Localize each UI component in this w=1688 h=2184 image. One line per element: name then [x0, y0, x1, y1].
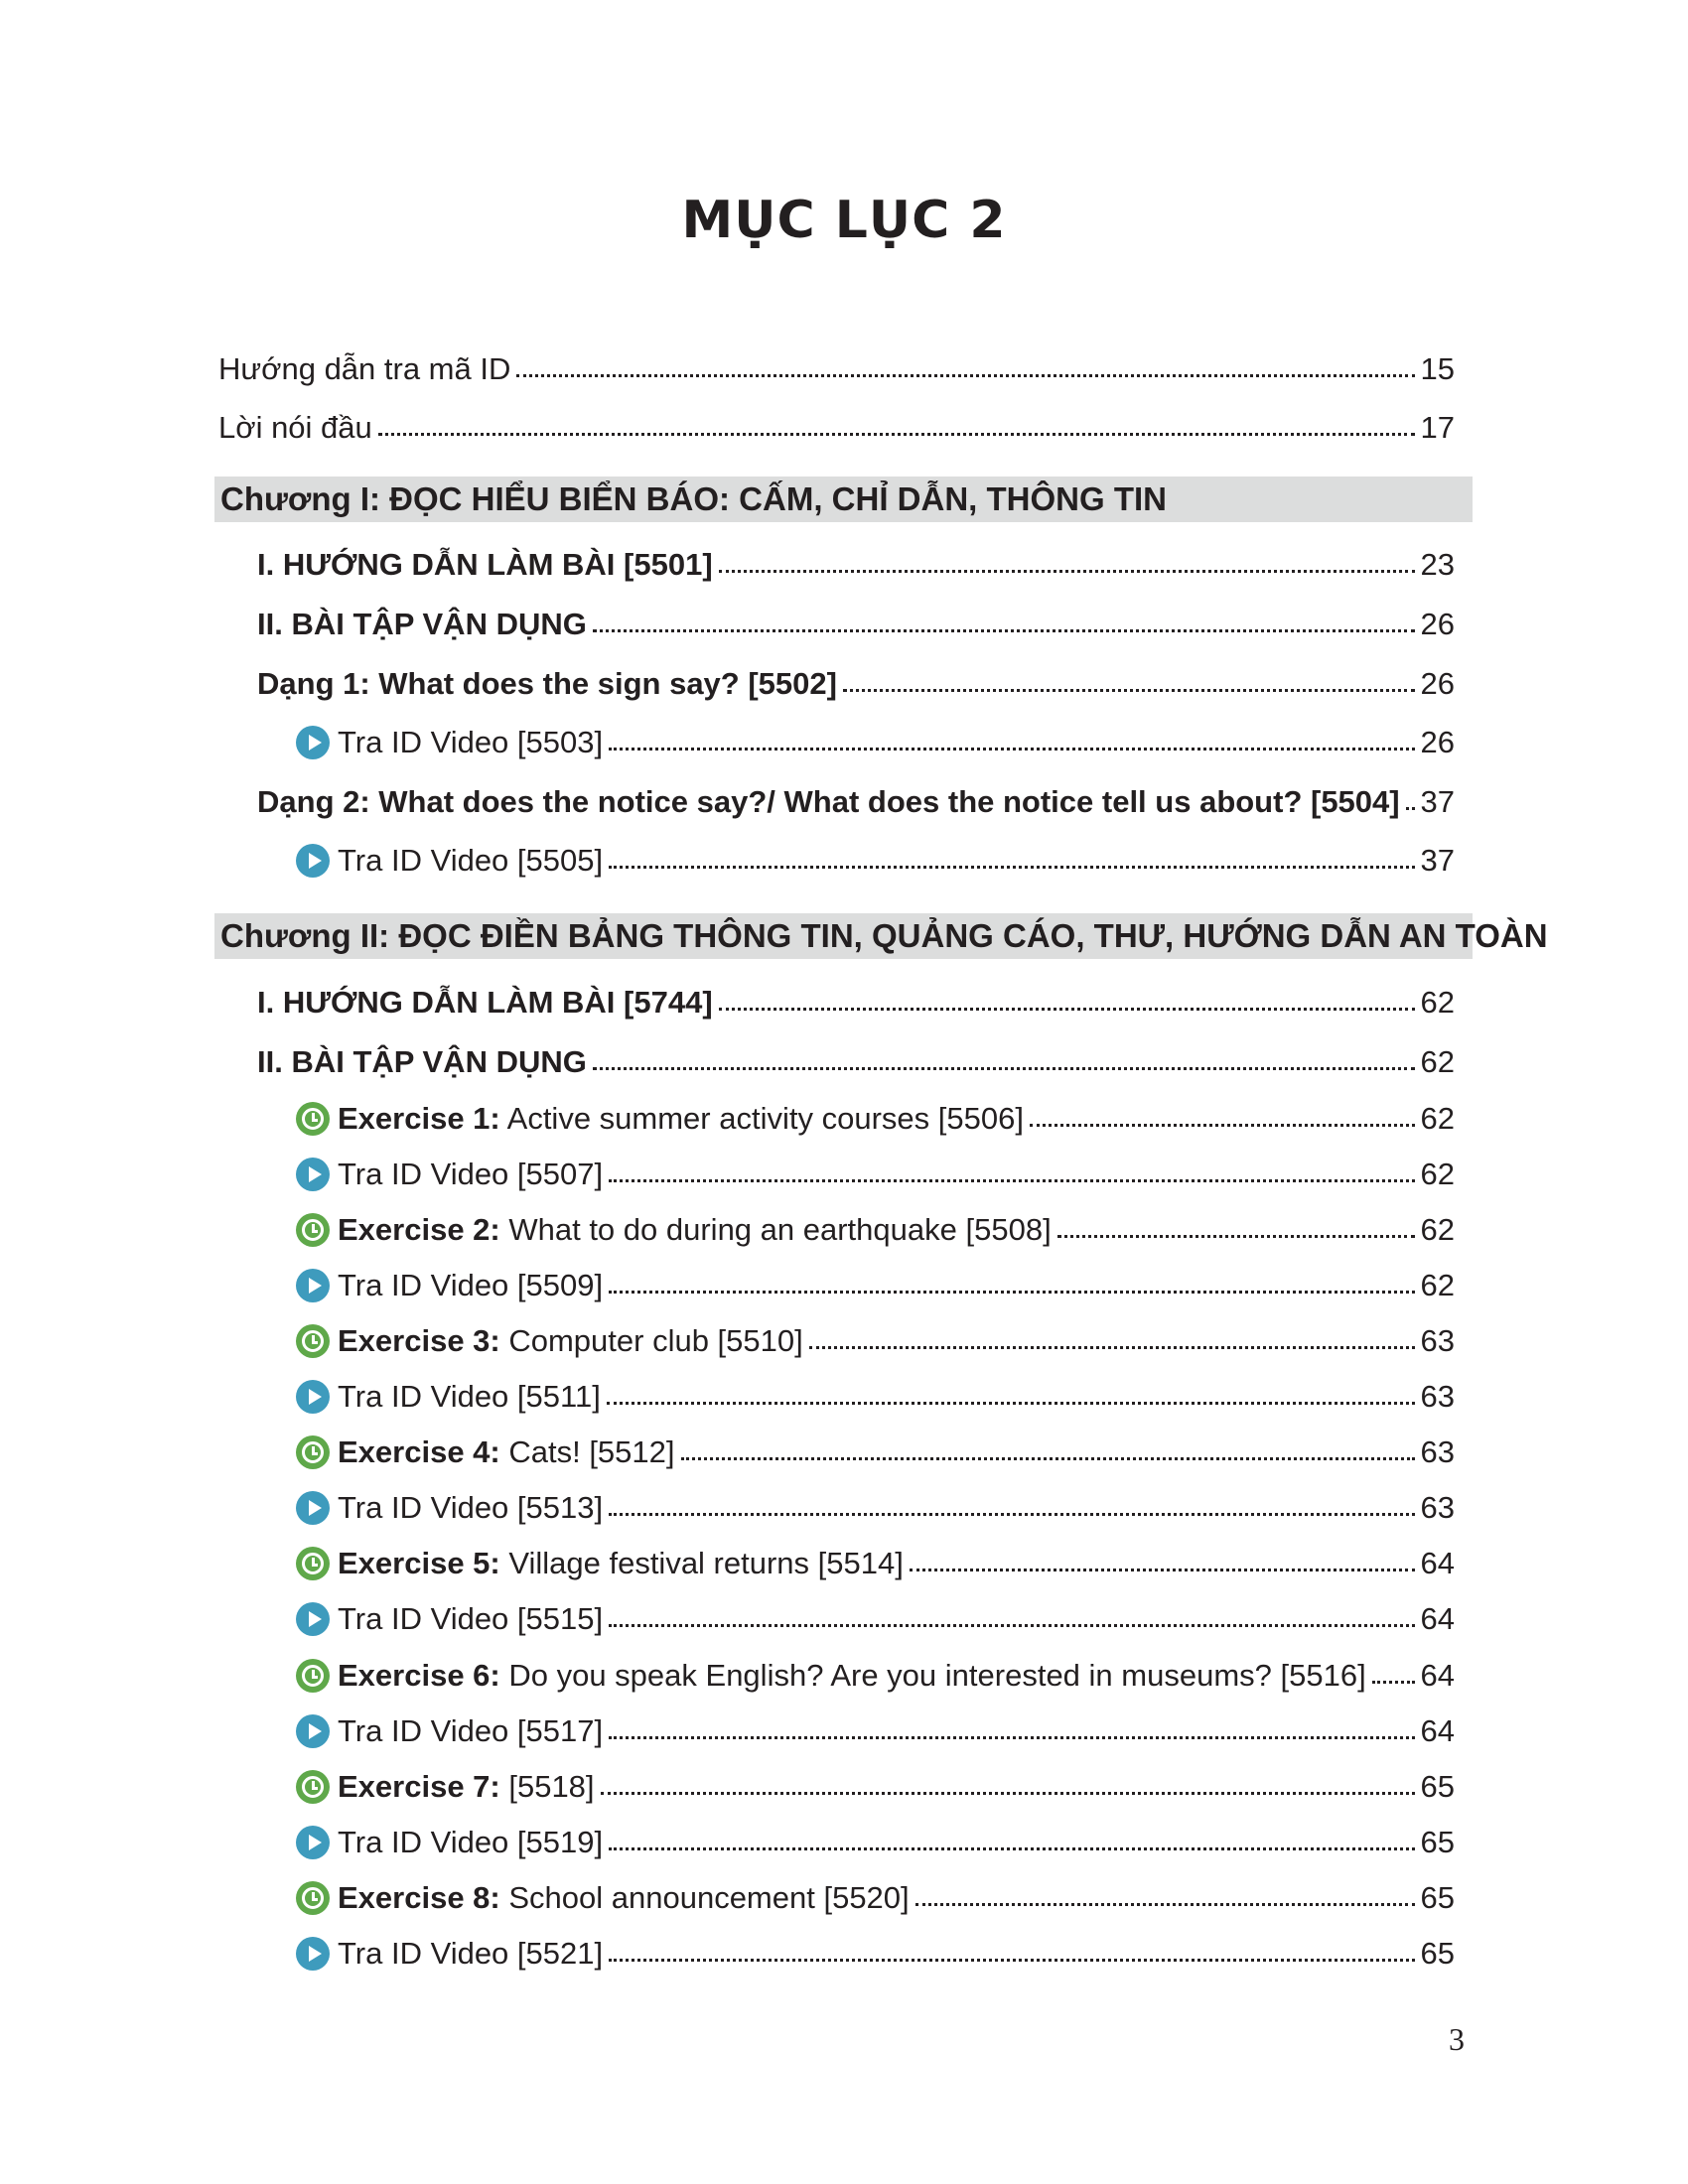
- exercise-number: Exercise 8:: [338, 1880, 500, 1915]
- clock-icon[interactable]: [296, 1659, 330, 1693]
- toc-page-number: 26: [1420, 607, 1455, 641]
- toc-entry[interactable]: [0, 1311, 1688, 1371]
- clock-icon[interactable]: [296, 1547, 330, 1580]
- toc-entry-label: Dạng 1: What does the sign say? [5502]: [257, 666, 837, 701]
- exercise-number: Exercise 7:: [338, 1769, 500, 1804]
- leader-dots: [681, 1457, 1415, 1460]
- leader-dots: [609, 1847, 1414, 1850]
- toc-page-number: 63: [1420, 1434, 1455, 1469]
- toc-page-number: 26: [1420, 725, 1455, 759]
- toc-entry[interactable]: [0, 398, 1688, 458]
- toc-entry[interactable]: [0, 535, 1688, 595]
- toc-entry[interactable]: [0, 1423, 1688, 1482]
- play-icon[interactable]: [296, 726, 330, 759]
- clock-icon[interactable]: [296, 1770, 330, 1804]
- toc-entry-label: Tra ID Video [5505]: [338, 843, 604, 878]
- toc-entry-label: Dạng 2: What does the notice say?/ What does the notice tell us about? [5504]: [257, 784, 1400, 819]
- toc-entry-label: Tra ID Video [5517]: [338, 1713, 604, 1748]
- toc-page-number: 37: [1420, 784, 1455, 819]
- leader-dots: [601, 1792, 1415, 1795]
- chapter-heading[interactable]: Chương II: ĐỌC ĐIỀN BẢNG THÔNG TIN, QUẢNG CÁO, THƯ, HƯỚNG DẪN AN TOÀN: [214, 913, 1473, 959]
- toc-entry[interactable]: [0, 1089, 1688, 1149]
- play-icon[interactable]: [296, 1714, 330, 1748]
- toc-page-number: 63: [1420, 1323, 1455, 1358]
- toc-entry-label: Computer club [5510]: [499, 1323, 803, 1358]
- leader-dots: [609, 1736, 1414, 1739]
- toc-entry[interactable]: [0, 595, 1688, 654]
- toc-entry-label: Village festival returns [5514]: [499, 1546, 904, 1580]
- leader-dots: [1030, 1124, 1415, 1127]
- toc-entry[interactable]: [0, 1478, 1688, 1538]
- toc-page-number: 62: [1420, 1157, 1455, 1191]
- clock-icon[interactable]: [296, 1435, 330, 1469]
- toc-page-number: 62: [1420, 985, 1455, 1020]
- toc-entry-label: Tra ID Video [5503]: [338, 725, 604, 759]
- toc-page-number: 64: [1420, 1546, 1455, 1580]
- toc-entry-label: I. HƯỚNG DẪN LÀM BÀI [5501]: [257, 547, 713, 582]
- clock-icon[interactable]: [296, 1324, 330, 1358]
- toc-entry-label: School announcement [5520]: [499, 1880, 910, 1915]
- play-icon[interactable]: [296, 1937, 330, 1971]
- play-icon[interactable]: [296, 1491, 330, 1525]
- play-icon[interactable]: [296, 1826, 330, 1859]
- page-number: 3: [1449, 2021, 1465, 2057]
- exercise-number: Exercise 5:: [338, 1546, 500, 1580]
- leader-dots: [609, 1959, 1414, 1962]
- toc-page-number: 26: [1420, 666, 1455, 701]
- toc-entry-label: II. BÀI TẬP VẬN DỤNG: [257, 607, 587, 641]
- toc-page-number: 64: [1420, 1601, 1455, 1636]
- play-icon[interactable]: [296, 844, 330, 878]
- leader-dots: [1057, 1235, 1415, 1238]
- toc-entry-label: [5518]: [499, 1769, 595, 1804]
- toc-entry-label: II. BÀI TẬP VẬN DỤNG: [257, 1044, 587, 1079]
- leader-dots: [609, 866, 1414, 869]
- toc-page-number: 62: [1420, 1268, 1455, 1302]
- toc-entry[interactable]: [0, 1868, 1688, 1928]
- play-icon[interactable]: [296, 1602, 330, 1636]
- toc-entry[interactable]: [0, 1757, 1688, 1817]
- toc-entry[interactable]: [0, 973, 1688, 1032]
- clock-icon[interactable]: [296, 1102, 330, 1136]
- play-icon[interactable]: [296, 1380, 330, 1414]
- leader-dots: [609, 1179, 1414, 1182]
- leader-dots: [915, 1903, 1415, 1906]
- toc-entry-label: Tra ID Video [5513]: [338, 1490, 604, 1525]
- toc-entry-label: Cats! [5512]: [499, 1434, 675, 1469]
- leader-dots: [593, 1067, 1415, 1070]
- exercise-number: Exercise 2:: [338, 1212, 500, 1247]
- leader-dots: [378, 433, 1415, 436]
- toc-entry[interactable]: [0, 1813, 1688, 1872]
- leader-dots: [609, 1513, 1414, 1516]
- toc-page-number: 15: [1420, 351, 1455, 386]
- toc-entry-label: Tra ID Video [5519]: [338, 1825, 604, 1859]
- toc-entry-label: Do you speak English? Are you interested in museums? [5516]: [499, 1658, 1366, 1693]
- page-title: MỤC LỤC 2: [681, 191, 1007, 250]
- toc-entry-label: Tra ID Video [5511]: [338, 1379, 601, 1414]
- toc-page-number: 65: [1420, 1769, 1455, 1804]
- toc-page-number: 64: [1420, 1658, 1455, 1693]
- toc-page-number: 63: [1420, 1379, 1455, 1414]
- leader-dots: [607, 1402, 1415, 1405]
- leader-dots: [609, 1624, 1414, 1627]
- toc-entry-label: Tra ID Video [5521]: [338, 1936, 604, 1971]
- clock-icon[interactable]: [296, 1213, 330, 1247]
- toc-entry-label: Tra ID Video [5515]: [338, 1601, 604, 1636]
- clock-icon[interactable]: [296, 1881, 330, 1915]
- toc-page-number: 64: [1420, 1713, 1455, 1748]
- toc-entry-label: Tra ID Video [5507]: [338, 1157, 604, 1191]
- toc-entry-label: Tra ID Video [5509]: [338, 1268, 604, 1302]
- exercise-number: Exercise 1:: [338, 1101, 500, 1136]
- toc-entry[interactable]: [0, 1032, 1688, 1092]
- leader-dots: [809, 1346, 1415, 1349]
- toc-page-number: 65: [1420, 1880, 1455, 1915]
- toc-page-number: 62: [1420, 1212, 1455, 1247]
- leader-dots: [593, 629, 1415, 632]
- leader-dots: [910, 1569, 1415, 1571]
- play-icon[interactable]: [296, 1269, 330, 1302]
- leader-dots: [516, 374, 1414, 377]
- play-icon[interactable]: [296, 1158, 330, 1191]
- toc-entry[interactable]: [0, 1589, 1688, 1649]
- toc-entry[interactable]: [0, 1702, 1688, 1761]
- toc-entry[interactable]: [0, 1646, 1688, 1706]
- leader-dots: [719, 1008, 1415, 1011]
- exercise-number: Exercise 3:: [338, 1323, 500, 1358]
- leader-dots: [1406, 807, 1415, 810]
- toc-entry-label: What to do during an earthquake [5508]: [499, 1212, 1052, 1247]
- leader-dots: [609, 1291, 1414, 1294]
- toc-entry[interactable]: [0, 1256, 1688, 1315]
- leader-dots: [1372, 1681, 1415, 1684]
- exercise-number: Exercise 4:: [338, 1434, 500, 1469]
- toc-entry[interactable]: [0, 1534, 1688, 1593]
- chapter-heading[interactable]: Chương I: ĐỌC HIỂU BIỂN BÁO: CẤM, CHỈ DẪN, THÔNG TIN: [214, 477, 1473, 522]
- toc-entry[interactable]: [0, 1924, 1688, 1983]
- toc-entry[interactable]: [0, 654, 1688, 714]
- toc-entry[interactable]: [0, 1367, 1688, 1427]
- toc-page-number: 65: [1420, 1825, 1455, 1859]
- toc-entry-label: Active summer activity courses [5506]: [499, 1101, 1024, 1136]
- toc-entry[interactable]: [0, 772, 1688, 832]
- toc-entry[interactable]: [0, 1145, 1688, 1204]
- leader-dots: [719, 570, 1415, 573]
- leader-dots: [609, 748, 1414, 751]
- toc-page-number: 65: [1420, 1936, 1455, 1971]
- toc-entry[interactable]: [0, 831, 1688, 890]
- toc-entry-label: I. HƯỚNG DẪN LÀM BÀI [5744]: [257, 985, 713, 1020]
- toc-page-number: 37: [1420, 843, 1455, 878]
- toc-entry-label: Lời nói đầu: [218, 410, 372, 445]
- toc-entry[interactable]: [0, 340, 1688, 399]
- exercise-number: Exercise 6:: [338, 1658, 500, 1693]
- leader-dots: [843, 689, 1415, 692]
- toc-page-number: 23: [1420, 547, 1455, 582]
- toc-page-number: 17: [1420, 410, 1455, 445]
- toc-page-number: 63: [1420, 1490, 1455, 1525]
- toc-page-number: 62: [1420, 1101, 1455, 1136]
- toc-page-number: 62: [1420, 1044, 1455, 1079]
- toc-entry-label: Hướng dẫn tra mã ID: [218, 351, 511, 386]
- toc-entry[interactable]: [0, 713, 1688, 772]
- toc-entry[interactable]: [0, 1200, 1688, 1260]
